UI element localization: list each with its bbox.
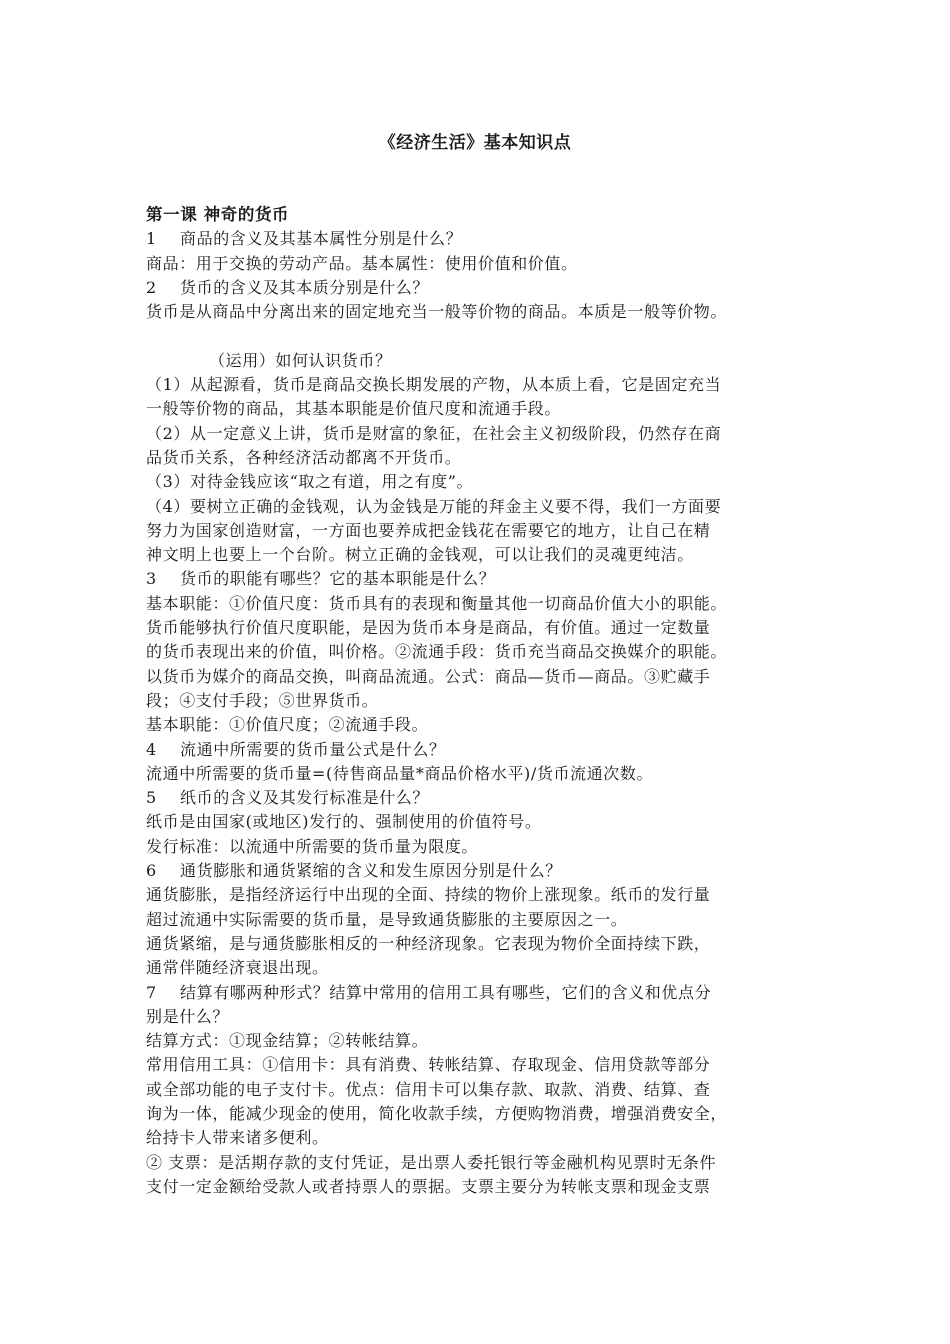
- line-text: 常用信用工具：①信用卡：具有消费、转帐结算、存取现金、信用贷款等部分: [146, 1055, 711, 1075]
- line-text: 流通中所需要的货币量=(待售商品量*商品价格水平)/货币流通次数。: [146, 763, 654, 783]
- text-line: [146, 810, 836, 834]
- line-text: ② 支票：是活期存款的支付凭证，是出票人委托银行等金融机构见票时无条件: [146, 1152, 717, 1172]
- line-text: （运用）如何认识货币？: [209, 350, 392, 370]
- text-line: [146, 762, 836, 786]
- line-text: 商品的含义及其基本属性分别是什么？: [180, 229, 463, 249]
- text-line: [146, 1175, 836, 1199]
- text-line: [146, 422, 836, 446]
- line-text: 商品：用于交换的劳动产品。基本属性：使用价值和价值。: [146, 253, 578, 273]
- text-line: [146, 1078, 836, 1102]
- question-line: [146, 981, 836, 1005]
- line-text: 通货膨胀，是指经济运行中出现的全面、持续的物价上涨现象。纸币的发行量: [146, 885, 711, 905]
- question-number: 5: [146, 788, 157, 808]
- text-line: [146, 252, 836, 276]
- line-text: 纸币是由国家(或地区)发行的、强制使用的价值符号。: [146, 812, 542, 832]
- text-line: [146, 835, 836, 859]
- text-line: [146, 1151, 836, 1175]
- line-text: 结算方式：①现金结算；②转帐结算。: [146, 1031, 429, 1051]
- line-text: 货币能够执行价值尺度职能，是因为货币本身是商品，有价值。通过一定数量: [146, 618, 711, 638]
- question-line: [146, 738, 836, 762]
- text-line: [146, 1126, 836, 1150]
- line-text: 基本职能：①价值尺度：货币具有的表现和衡量其他一切商品价值大小的职能。: [146, 593, 728, 613]
- line-text: （2）从一定意义上讲，货币是财富的象征，在社会主义初级阶段，仍然存在商: [146, 423, 722, 443]
- line-text: 纸币的含义及其发行标准是什么？: [180, 788, 430, 808]
- line-text: 神文明上也要上一个台阶。树立正确的金钱观，可以让我们的灵魂更纯洁。: [146, 545, 694, 565]
- text-line: [146, 592, 836, 616]
- line-text: 别是什么？: [146, 1006, 230, 1026]
- line-text: 品货币关系，各种经济活动都离不开货币。: [146, 447, 462, 467]
- line-text: （1）从起源看，货币是商品交换长期发展的产物，从本质上看，它是固定充当: [146, 375, 722, 395]
- line-text: 超过流通中实际需要的货币量，是导致通货膨胀的主要原因之一。: [146, 909, 628, 929]
- text-line: [146, 519, 836, 543]
- line-text: 货币是从商品中分离出来的固定地充当一般等价物的商品。本质是一般等价物。: [146, 302, 728, 322]
- text-line: [146, 300, 836, 324]
- text-line: [146, 1102, 836, 1126]
- line-text: 支付一定金额给受款人或者持票人的票据。支票主要分为转帐支票和现金支票: [146, 1176, 711, 1196]
- line-text: 通货膨胀和通货紧缩的含义和发生原因分别是什么？: [180, 861, 562, 881]
- document-title: 《经济生活》基本知识点: [378, 133, 572, 153]
- text-line: [146, 640, 836, 664]
- question-line: [146, 786, 836, 810]
- question-number: 2: [146, 277, 157, 297]
- line-text: 流通中所需要的货币量公式是什么？: [180, 739, 446, 759]
- question-number: 3: [146, 569, 157, 589]
- text-line: [146, 543, 836, 567]
- question-number: 7: [146, 982, 157, 1002]
- question-line: [146, 567, 836, 591]
- text-line: [146, 689, 836, 713]
- line-text: 货币的含义及其本质分别是什么？: [180, 277, 430, 297]
- text-line: [146, 665, 836, 689]
- text-line: [146, 616, 836, 640]
- line-text: （4）要树立正确的金钱观，认为金钱是万能的拜金主义要不得，我们一方面要: [146, 496, 722, 516]
- line-text: 的货币表现出来的价值，叫价格。②流通手段：货币充当商品交换媒介的职能。: [146, 642, 728, 662]
- line-text: 给持卡人带来诸多便利。: [146, 1128, 329, 1148]
- text-line: [146, 883, 836, 907]
- text-lines: [146, 227, 836, 1199]
- line-text: 以货币为媒介的商品交换，叫商品流通。公式：商品—货币—商品。③贮藏手: [146, 666, 711, 686]
- text-line: [146, 908, 836, 932]
- question-number: 1: [146, 229, 157, 249]
- text-line: [146, 349, 836, 373]
- line-text: 询为一体，能减少现金的使用，简化收款手续，方便购物消费，增强消费安全，: [146, 1103, 728, 1123]
- text-line: [146, 470, 836, 494]
- line-text: 或全部功能的电子支付卡。优点：信用卡可以集存款、取款、消费、结算、查: [146, 1079, 711, 1099]
- text-line: [146, 446, 836, 470]
- text-line: [146, 397, 836, 421]
- section-heading: 第一课 神奇的货币: [146, 205, 290, 224]
- line-text: 段；④支付手段；⑤世界货币。: [146, 690, 379, 710]
- question-line: [146, 859, 836, 883]
- text-line: [146, 373, 836, 397]
- document-body: [146, 203, 836, 1199]
- line-text: 基本职能：①价值尺度；②流通手段。: [146, 715, 429, 735]
- text-line: [146, 1029, 836, 1053]
- text-line: [146, 713, 836, 737]
- line-text: （3）对待金钱应该“取之有道，用之有度”。: [146, 472, 474, 492]
- text-line: [146, 1053, 836, 1077]
- line-text: 通货紧缩，是与通货膨胀相反的一种经济现象。它表现为物价全面持续下跌，: [146, 933, 711, 953]
- line-text: 货币的职能有哪些？它的基本职能是什么？: [180, 569, 496, 589]
- line-text: 一般等价物的商品，其基本职能是价值尺度和流通手段。: [146, 399, 562, 419]
- question-number: 4: [146, 739, 157, 759]
- text-line: [146, 1005, 836, 1029]
- line-text: 结算有哪两种形式？结算中常用的信用工具有哪些，它们的含义和优点分: [180, 982, 712, 1002]
- text-line: [146, 495, 836, 519]
- line-text: 努力为国家创造财富，一方面也要养成把金钱花在需要它的地方，让自己在精: [146, 520, 711, 540]
- question-number: 6: [146, 861, 157, 881]
- blank-line: [146, 324, 836, 348]
- question-line: [146, 227, 836, 251]
- text-line: [146, 956, 836, 980]
- text-line: [146, 932, 836, 956]
- line-text: 通常伴随经济衰退出现。: [146, 958, 329, 978]
- question-line: [146, 276, 836, 300]
- line-text: 发行标准：以流通中所需要的货币量为限度。: [146, 836, 479, 856]
